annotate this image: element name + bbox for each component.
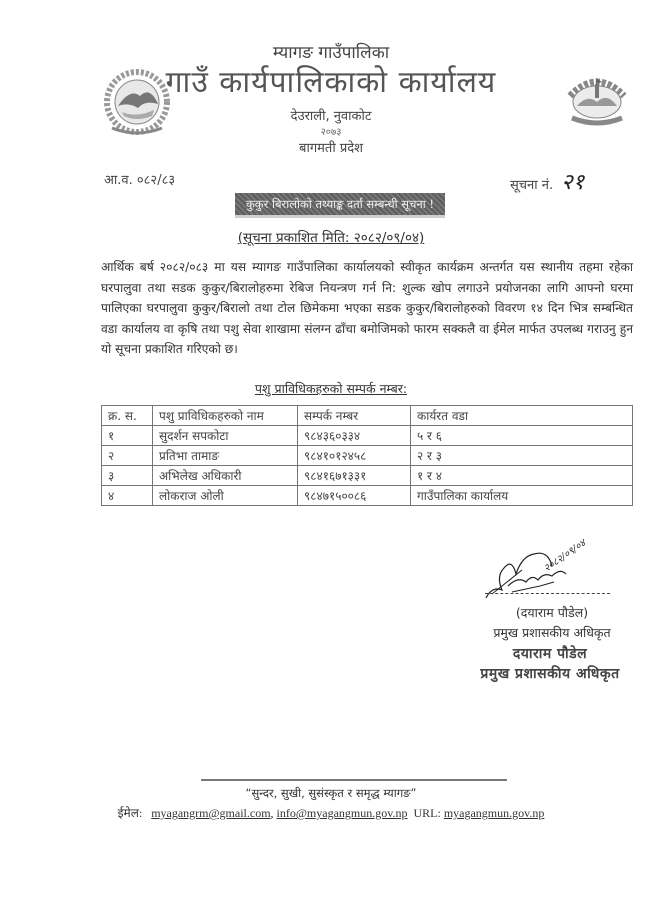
notice-title-banner: कुकुर बिरालोको तथ्याङ्क दर्ता सम्बन्धी सूचना ! (235, 193, 445, 215)
stamp-name: दयाराम पौडेल (512, 646, 588, 662)
cell-serial: १ (102, 426, 153, 446)
footer-motto: “सुन्दर, सुखी, सुसंस्कृत र समृद्ध म्यागङ” (245, 786, 417, 800)
table-row (102, 446, 633, 466)
table-row (102, 466, 633, 486)
url-label: URL: (413, 806, 441, 820)
published-date-text: (सूचना प्रकाशित मिति: २०८२/०९/०४) (237, 230, 425, 246)
cell-ward: १ र ४ (411, 466, 633, 486)
column-header-ward: कार्यरत वडा (411, 406, 633, 426)
cell-ward: गाउँपालिका कार्यालय (411, 486, 633, 506)
fiscal-year: आ.व. ०८२/८३ (104, 173, 176, 188)
contacts-table (101, 405, 633, 506)
cell-ward: २ र ३ (411, 446, 633, 466)
cell-serial: ३ (102, 466, 153, 486)
cell-name: अभिलेख अधिकारी (153, 466, 298, 486)
signature-date: २०८२/०९/०४ (542, 537, 588, 575)
cell-ward: ५ र ६ (411, 426, 633, 446)
table-row (102, 426, 633, 446)
office-address: देउराली, नुवाकोट (290, 109, 372, 124)
office-title: गाउँ कार्यपालिकाको कार्यालय (165, 65, 497, 100)
established-year: २०७३ (320, 127, 342, 138)
footer-contact-line (0, 804, 662, 821)
footer-divider (201, 779, 507, 781)
contacts-heading-text: पशु प्राविधिकहरुको सम्पर्क नम्बर: (254, 381, 408, 396)
contacts-heading (0, 380, 662, 397)
cell-phone: ९८४७१५००८६ (298, 486, 411, 506)
cell-phone: ९८४३६०३३४ (298, 426, 411, 446)
cell-name: सुदर्शन सपकोटा (153, 426, 298, 446)
notice-number-value: २१ (561, 170, 585, 195)
notice-body: आर्थिक बर्ष २०८२/०८३ मा यस म्यागङ गाउँपालिका कार्यालयको स्वीकृत कार्यक्रम अन्तर्गत यस स्थानीय तहमा रहेका घरपालुवा तथा सडक कुकुर/बिरालोहरुमा रेबिज नियन्त्रण गर्न नि: शुल्क खोप लगाउने प्रयोजनका लागि आफ्नो घरमा पालिएका घरपालुवा कुकुर/बिरालो तथा टोल छिमेकमा भएका सडक कुकुर/बिरालोहरुको विवरण १४ दिन भित्र सम्बन्धित वडा कार्यालय वा कृषि तथा पशु सेवा शाखामा संलग्न ढाँचा बमोजिमको फारम सक्कलै वा ईमेल मार्फत उपलब्ध गराउनु हुन यो सूचना प्रकाशित गरिएको छ। (101, 260, 633, 356)
municipality-name: म्यागङ गाउँपालिका (272, 43, 390, 63)
cell-serial: ४ (102, 486, 153, 506)
email-link-info[interactable]: info@myagangmun.gov.np (276, 806, 408, 820)
notice-number (510, 166, 584, 196)
email-label: ईमेल: (117, 806, 143, 820)
stamp-title: प्रमुख प्रशासकीय अधिकृत (480, 666, 620, 682)
cell-name: लोकराज ओली (153, 486, 298, 506)
province-name: बागमती प्रदेश (299, 141, 363, 156)
notice-number-label: सूचना नं. (510, 178, 554, 193)
column-header-phone: सम्पर्क नम्बर (298, 406, 411, 426)
cell-phone: ९८४१०१२४५८ (298, 446, 411, 466)
table-header-row (102, 406, 633, 426)
column-header-serial: क्र. स. (102, 406, 153, 426)
published-date (0, 228, 662, 246)
column-header-name: पशु प्राविधिकहरुको नाम (153, 406, 298, 426)
signer-name: (दयाराम पौडेल) (515, 605, 589, 620)
cell-name: प्रतिभा तामाङ (153, 446, 298, 466)
table-row (102, 486, 633, 506)
website-link[interactable]: myagangmun.gov.np (443, 806, 545, 820)
email-separator: , (270, 806, 274, 820)
signer-title: प्रमुख प्रशासकीय अधिकृत (493, 625, 611, 640)
signature-line (485, 593, 610, 594)
cell-serial: २ (102, 446, 153, 466)
cell-phone: ९८४१६७१३३१ (298, 466, 411, 486)
email-link-gmail[interactable]: myagangrm@gmail.com (151, 806, 271, 820)
